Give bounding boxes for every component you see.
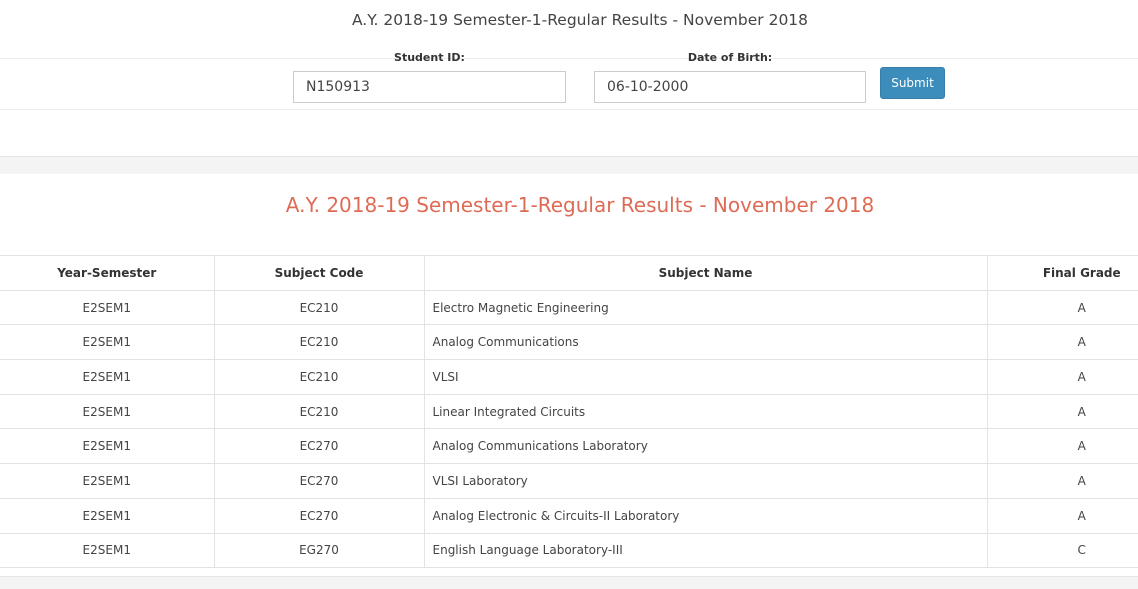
- student-id-label: Student ID:: [394, 51, 465, 64]
- table-row: [0, 360, 1138, 395]
- cell-year-semester: E2SEM1: [0, 325, 214, 360]
- cell-year-semester: E2SEM1: [0, 498, 214, 533]
- table-row: [0, 290, 1138, 325]
- cell-year-semester: E2SEM1: [0, 360, 214, 395]
- cell-subject-name: Electro Magnetic Engineering: [424, 290, 987, 325]
- cell-year-semester: E2SEM1: [0, 533, 214, 568]
- column-header-final-grade: Final Grade: [987, 256, 1138, 291]
- cell-subject-name: Analog Electronic & Circuits-II Laboratory: [424, 498, 987, 533]
- cell-subject-name: VLSI Laboratory: [424, 464, 987, 499]
- table-row: [0, 533, 1138, 568]
- footer-band: [0, 576, 1138, 589]
- cell-final-grade: A: [987, 325, 1138, 360]
- cell-final-grade: A: [987, 290, 1138, 325]
- results-title: A.Y. 2018-19 Semester-1-Regular Results - November 2018: [285, 193, 875, 217]
- table-row: [0, 498, 1138, 533]
- submit-button[interactable]: Submit: [880, 67, 945, 99]
- table-row: [0, 325, 1138, 360]
- cell-subject-name: VLSI: [424, 360, 987, 395]
- column-header-subject-code: Subject Code: [214, 256, 424, 291]
- cell-final-grade: A: [987, 394, 1138, 429]
- cell-year-semester: E2SEM1: [0, 290, 214, 325]
- dob-label: Date of Birth:: [687, 51, 773, 64]
- cell-year-semester: E2SEM1: [0, 394, 214, 429]
- search-form-band: [0, 58, 1138, 110]
- cell-subject-code: EC210: [214, 360, 424, 395]
- cell-year-semester: E2SEM1: [0, 429, 214, 464]
- section-divider: [0, 156, 1138, 174]
- cell-final-grade: A: [987, 498, 1138, 533]
- cell-subject-code: EC270: [214, 464, 424, 499]
- table-row: [0, 464, 1138, 499]
- table-header-row: [0, 256, 1138, 291]
- cell-subject-code: EC210: [214, 325, 424, 360]
- cell-subject-name: Analog Communications: [424, 325, 987, 360]
- table-row: [0, 429, 1138, 464]
- dob-input[interactable]: [594, 71, 866, 103]
- cell-final-grade: A: [987, 429, 1138, 464]
- table-row: [0, 394, 1138, 429]
- cell-subject-name: Linear Integrated Circuits: [424, 394, 987, 429]
- page-title: A.Y. 2018-19 Semester-1-Regular Results - November 2018: [351, 11, 809, 29]
- cell-year-semester: E2SEM1: [0, 464, 214, 499]
- cell-subject-name: Analog Communications Laboratory: [424, 429, 987, 464]
- cell-subject-code: EC270: [214, 429, 424, 464]
- cell-subject-code: EC210: [214, 394, 424, 429]
- cell-final-grade: C: [987, 533, 1138, 568]
- results-table: [0, 255, 1138, 568]
- cell-final-grade: A: [987, 464, 1138, 499]
- cell-subject-code: EC210: [214, 290, 424, 325]
- cell-subject-name: English Language Laboratory-III: [424, 533, 987, 568]
- cell-subject-code: EG270: [214, 533, 424, 568]
- cell-final-grade: A: [987, 360, 1138, 395]
- column-header-year-semester: Year-Semester: [0, 256, 214, 291]
- column-header-subject-name: Subject Name: [424, 256, 987, 291]
- student-id-input[interactable]: [293, 71, 566, 103]
- cell-subject-code: EC270: [214, 498, 424, 533]
